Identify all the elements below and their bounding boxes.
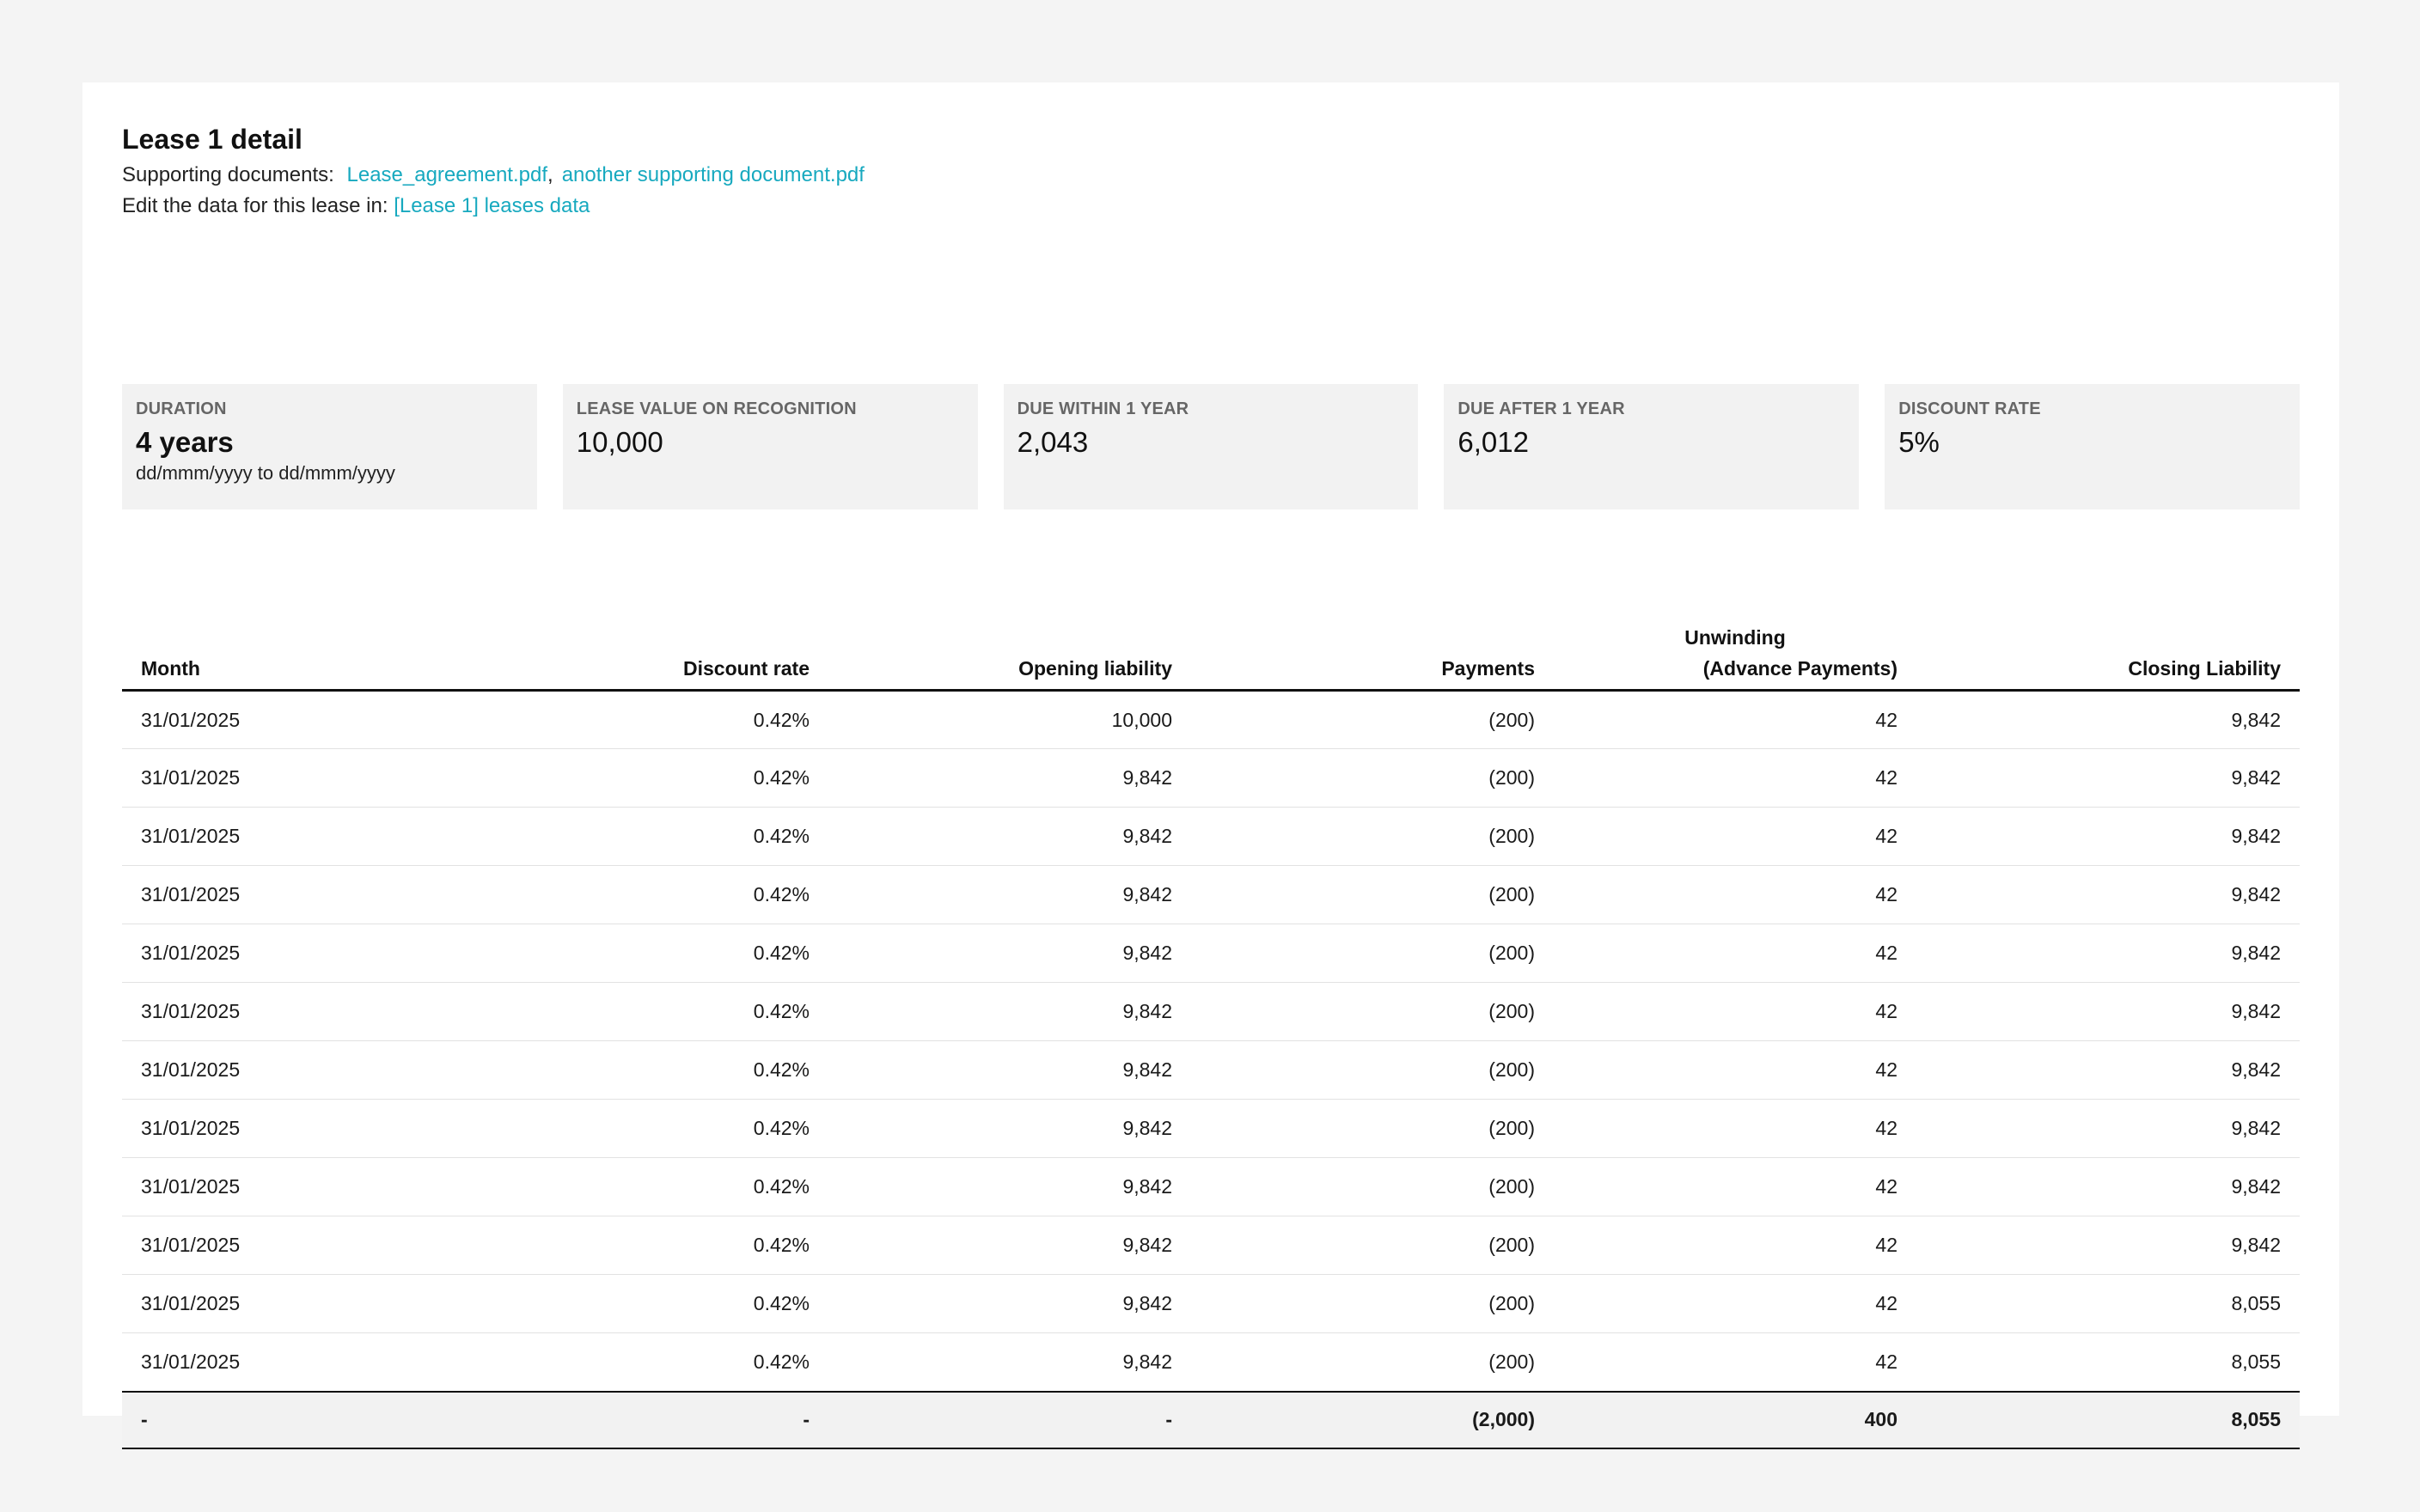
column-header-month: Month: [122, 622, 440, 691]
cell-month: 31/01/2025: [122, 1100, 440, 1158]
table-row: [122, 808, 2300, 866]
table-row: [122, 691, 2300, 749]
cell-month: 31/01/2025: [122, 1041, 440, 1100]
unwinding-header-line1: Unwinding: [1684, 626, 1786, 649]
total-cell-payments: (2,000): [1191, 1392, 1554, 1448]
cell-payments: (200): [1191, 1100, 1554, 1158]
cell-payments: (200): [1191, 1041, 1554, 1100]
table-header-row: [122, 622, 2300, 691]
cell-closing-liability: 9,842: [1916, 1158, 2300, 1216]
cell-opening-liability: 9,842: [828, 1041, 1191, 1100]
cell-opening-liability: 9,842: [828, 1100, 1191, 1158]
cell-payments: (200): [1191, 749, 1554, 808]
total-cell-month: -: [122, 1392, 440, 1448]
lease-data-link[interactable]: [Lease 1] leases data: [394, 194, 590, 217]
cell-opening-liability: 9,842: [828, 749, 1191, 808]
cell-discount-rate: 0.42%: [440, 808, 828, 866]
cell-unwinding: 42: [1554, 1158, 1916, 1216]
cell-unwinding: 42: [1554, 691, 1916, 749]
cell-closing-liability: 9,842: [1916, 691, 2300, 749]
total-cell-unwinding: 400: [1554, 1392, 1916, 1448]
cell-opening-liability: 9,842: [828, 1216, 1191, 1275]
cell-discount-rate: 0.42%: [440, 1275, 828, 1333]
cell-opening-liability: 9,842: [828, 808, 1191, 866]
cell-payments: (200): [1191, 983, 1554, 1041]
cell-unwinding: 42: [1554, 1100, 1916, 1158]
cell-closing-liability: 9,842: [1916, 983, 2300, 1041]
column-header-discount-rate: Discount rate: [440, 622, 828, 691]
document-separator: ,: [547, 163, 553, 186]
cell-payments: (200): [1191, 1158, 1554, 1216]
card-discount-rate: [1885, 384, 2300, 509]
cell-month: 31/01/2025: [122, 808, 440, 866]
cell-payments: (200): [1191, 866, 1554, 924]
cell-opening-liability: 9,842: [828, 1275, 1191, 1333]
cell-payments: (200): [1191, 1275, 1554, 1333]
table-row: [122, 749, 2300, 808]
card-lease-value: [563, 384, 978, 509]
card-label: DURATION: [136, 399, 227, 418]
total-cell-opening-liability: -: [828, 1392, 1191, 1448]
table-row: [122, 866, 2300, 924]
table-body: [122, 691, 2300, 1448]
cell-unwinding: 42: [1554, 808, 1916, 866]
cell-closing-liability: 9,842: [1916, 749, 2300, 808]
cell-unwinding: 42: [1554, 1275, 1916, 1333]
cell-payments: (200): [1191, 808, 1554, 866]
cell-unwinding: 42: [1554, 866, 1916, 924]
cell-discount-rate: 0.42%: [440, 749, 828, 808]
cell-discount-rate: 0.42%: [440, 983, 828, 1041]
cell-unwinding: 42: [1554, 983, 1916, 1041]
table-row: [122, 924, 2300, 983]
table-row: [122, 1275, 2300, 1333]
cell-month: 31/01/2025: [122, 1158, 440, 1216]
cell-discount-rate: 0.42%: [440, 1100, 828, 1158]
page-title: Lease 1 detail: [122, 124, 302, 155]
cell-month: 31/01/2025: [122, 983, 440, 1041]
table-row: [122, 1333, 2300, 1392]
cell-payments: (200): [1191, 691, 1554, 749]
table-total-row: [122, 1392, 2300, 1448]
cell-closing-liability: 8,055: [1916, 1333, 2300, 1392]
cell-discount-rate: 0.42%: [440, 924, 828, 983]
cell-closing-liability: 9,842: [1916, 1100, 2300, 1158]
summary-cards: [122, 384, 2300, 509]
cell-unwinding: 42: [1554, 924, 1916, 983]
document-link-lease-agreement[interactable]: Lease_agreement.pdf: [346, 163, 548, 186]
table-row: [122, 1158, 2300, 1216]
card-value: 5%: [1898, 426, 1940, 458]
cell-unwinding: 42: [1554, 1216, 1916, 1275]
edit-data-line: [122, 191, 2300, 222]
cell-month: 31/01/2025: [122, 691, 440, 749]
cell-closing-liability: 9,842: [1916, 1216, 2300, 1275]
cell-closing-liability: 9,842: [1916, 924, 2300, 983]
cell-month: 31/01/2025: [122, 866, 440, 924]
cell-discount-rate: 0.42%: [440, 1041, 828, 1100]
cell-opening-liability: 10,000: [828, 691, 1191, 749]
cell-closing-liability: 8,055: [1916, 1275, 2300, 1333]
column-header-unwinding: [1554, 622, 1916, 691]
cell-discount-rate: 0.42%: [440, 1158, 828, 1216]
cell-opening-liability: 9,842: [828, 866, 1191, 924]
document-link-supporting[interactable]: another supporting document.pdf: [561, 163, 865, 186]
cell-month: 31/01/2025: [122, 1275, 440, 1333]
cell-unwinding: 42: [1554, 1333, 1916, 1392]
table-row: [122, 983, 2300, 1041]
edit-data-label: Edit the data for this lease in:: [122, 194, 388, 217]
card-value: 6,012: [1458, 426, 1529, 458]
lease-detail-content: [122, 122, 2300, 1430]
cell-discount-rate: 0.42%: [440, 1333, 828, 1392]
cell-closing-liability: 9,842: [1916, 866, 2300, 924]
cell-month: 31/01/2025: [122, 924, 440, 983]
cell-opening-liability: 9,842: [828, 983, 1191, 1041]
card-label: LEASE VALUE ON RECOGNITION: [576, 399, 857, 418]
total-cell-closing-liability: 8,055: [1916, 1392, 2300, 1448]
cell-opening-liability: 9,842: [828, 1158, 1191, 1216]
column-header-opening-liability: Opening liability: [828, 622, 1191, 691]
card-value: 2,043: [1017, 426, 1089, 458]
card-label: DUE WITHIN 1 YEAR: [1017, 399, 1189, 418]
cell-month: 31/01/2025: [122, 1333, 440, 1392]
card-due-after-1-year: [1444, 384, 1859, 509]
table-row: [122, 1216, 2300, 1275]
supporting-documents-label: Supporting documents:: [122, 163, 334, 186]
card-duration: [122, 384, 537, 509]
card-due-within-1-year: [1004, 384, 1419, 509]
cell-opening-liability: 9,842: [828, 1333, 1191, 1392]
cell-payments: (200): [1191, 924, 1554, 983]
card-date-range: dd/mmm/yyyy to dd/mmm/yyyy: [136, 462, 395, 484]
cell-month: 31/01/2025: [122, 1216, 440, 1275]
unwinding-header-line2: (Advance Payments): [1702, 657, 1898, 680]
cell-opening-liability: 9,842: [828, 924, 1191, 983]
column-header-closing-liability: Closing Liability: [1916, 622, 2300, 691]
cell-month: 31/01/2025: [122, 749, 440, 808]
cell-discount-rate: 0.42%: [440, 1216, 828, 1275]
cell-unwinding: 42: [1554, 749, 1916, 808]
supporting-documents: [122, 160, 2300, 191]
table-row: [122, 1041, 2300, 1100]
cell-unwinding: 42: [1554, 1041, 1916, 1100]
card-value: 4 years: [136, 426, 234, 458]
column-header-payments: Payments: [1191, 622, 1554, 691]
cell-discount-rate: 0.42%: [440, 866, 828, 924]
total-cell-discount-rate: -: [440, 1392, 828, 1448]
cell-closing-liability: 9,842: [1916, 808, 2300, 866]
cell-payments: (200): [1191, 1333, 1554, 1392]
table-row: [122, 1100, 2300, 1158]
lease-detail-panel: [82, 82, 2339, 1430]
card-label: DUE AFTER 1 YEAR: [1458, 399, 1625, 418]
cell-payments: (200): [1191, 1216, 1554, 1275]
cell-discount-rate: 0.42%: [440, 691, 828, 749]
card-value: 10,000: [576, 426, 663, 458]
card-label: DISCOUNT RATE: [1898, 399, 2041, 418]
lease-schedule-table: [122, 622, 2300, 1449]
cell-closing-liability: 9,842: [1916, 1041, 2300, 1100]
